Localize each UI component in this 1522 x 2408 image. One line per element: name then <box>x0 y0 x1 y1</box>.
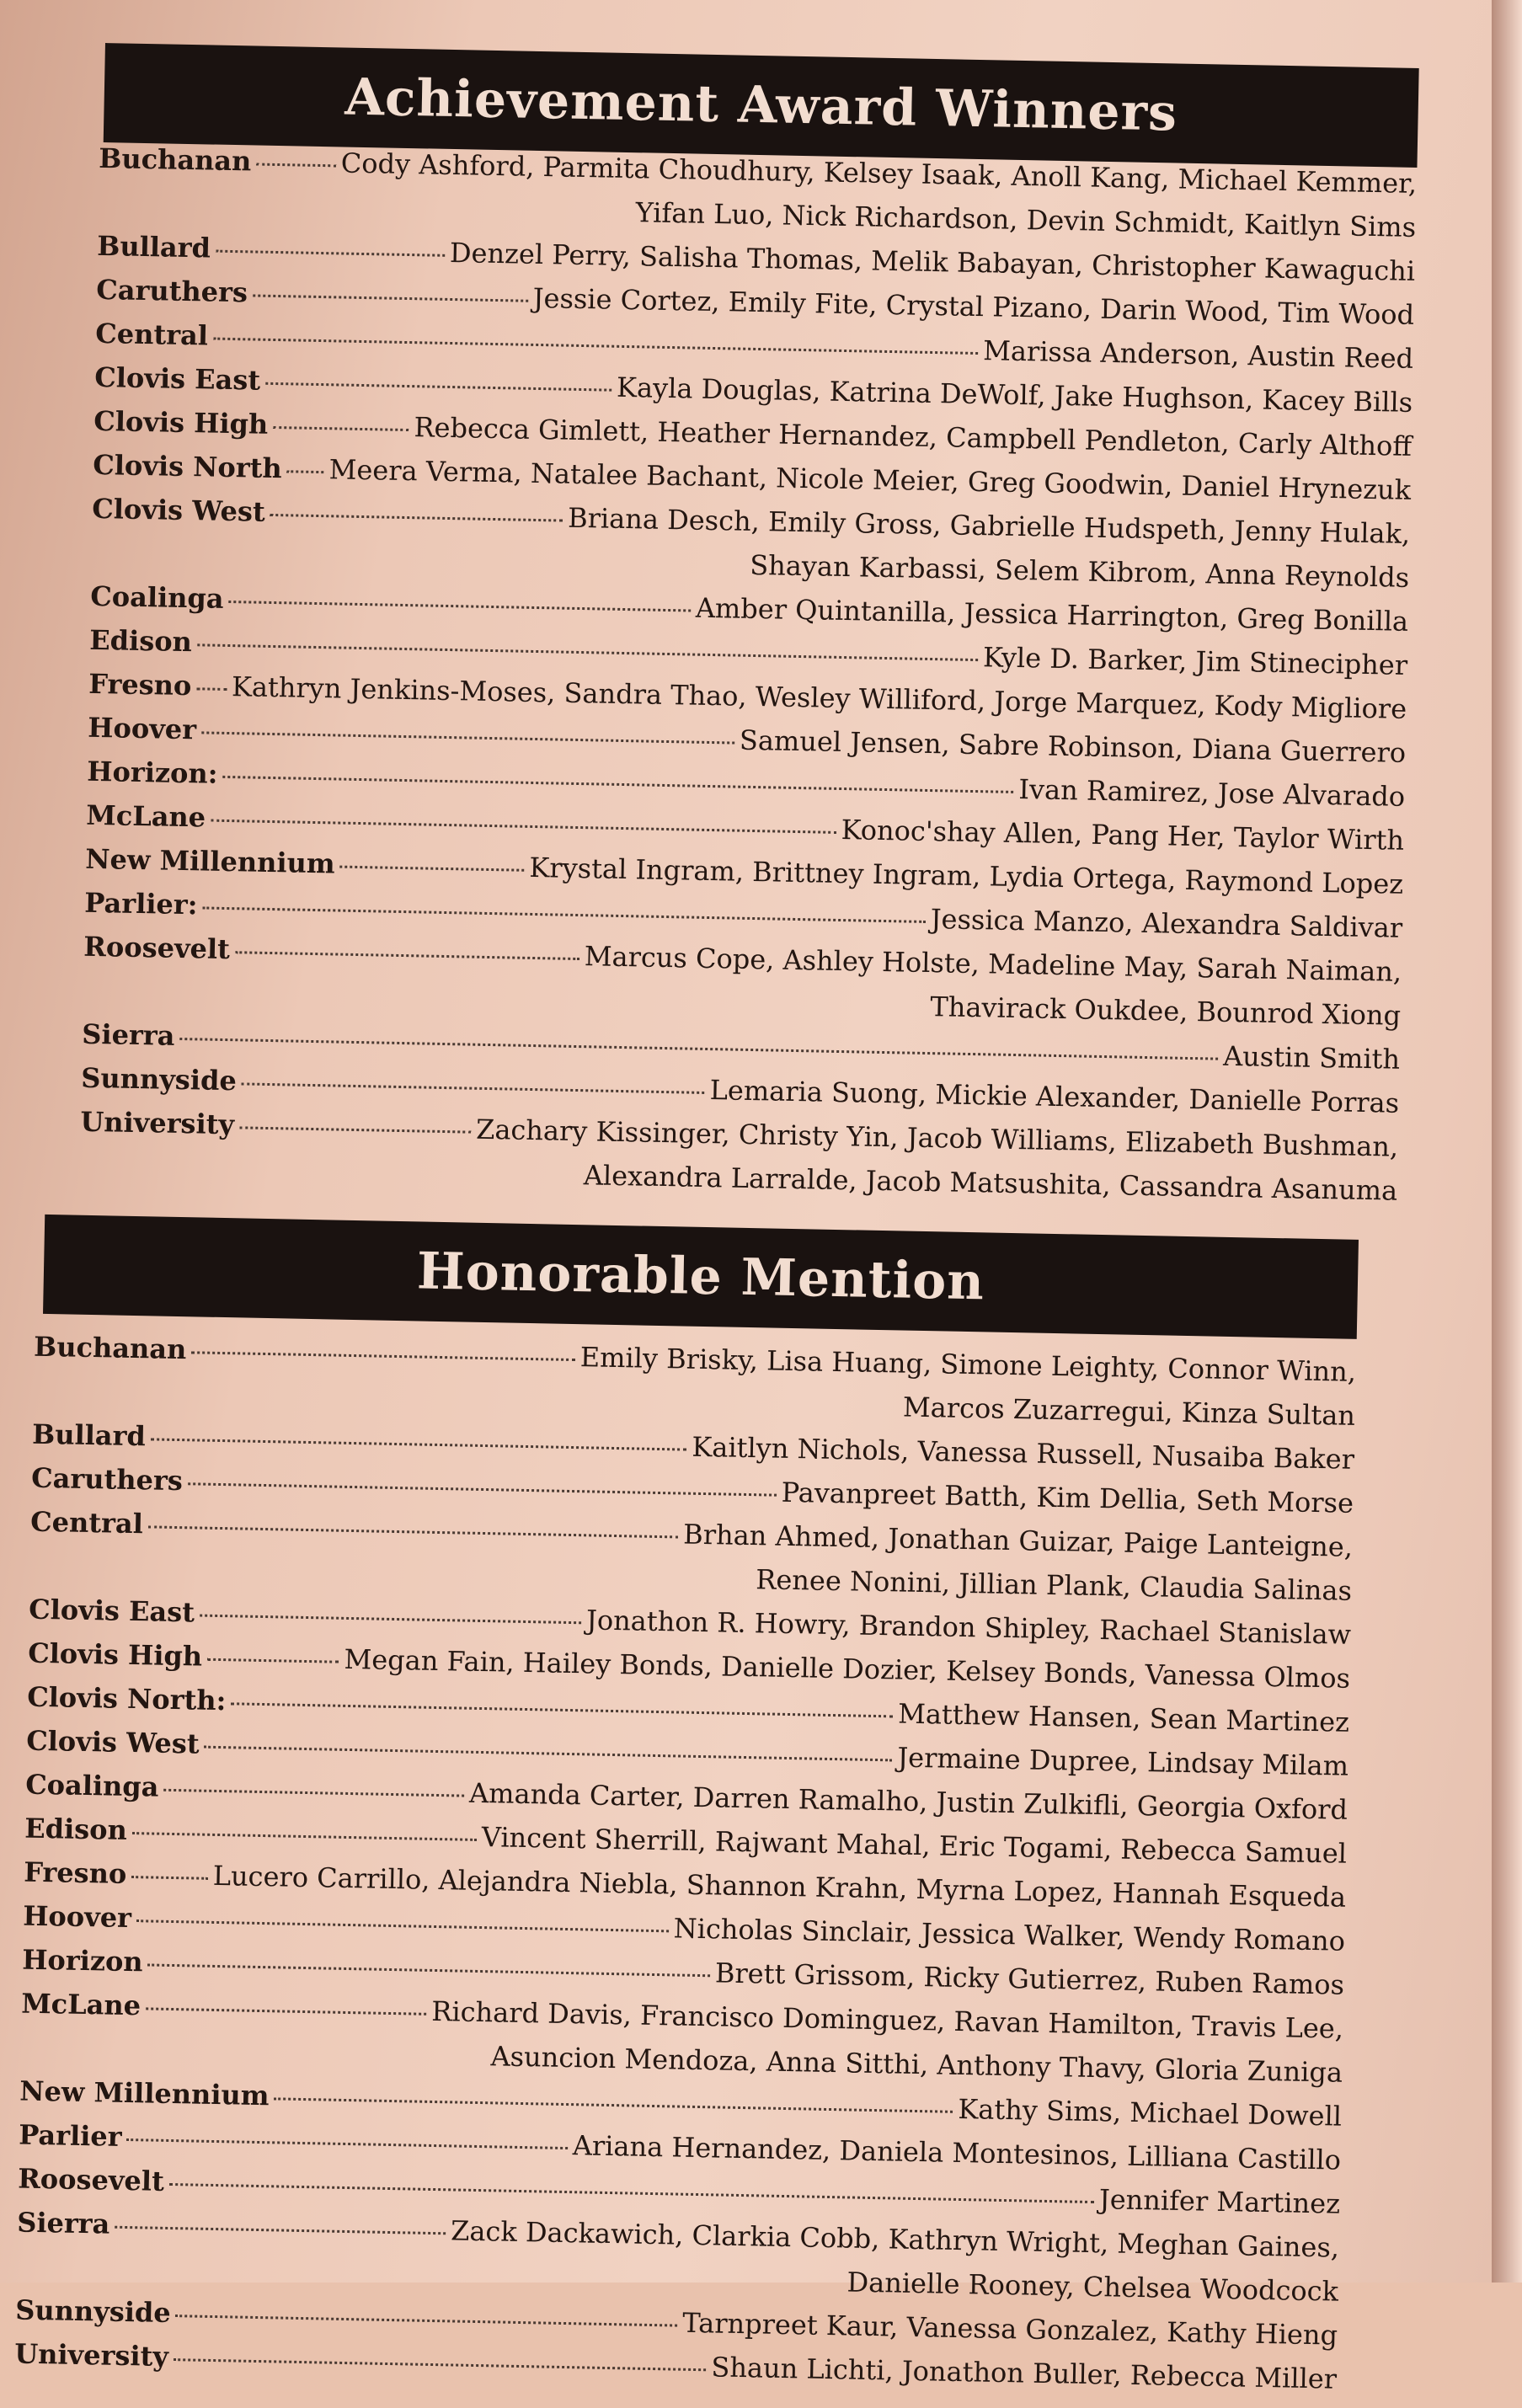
dot-leader <box>163 1789 464 1797</box>
student-names: Krystal Ingram, Brittney Ingram, Lydia Ortega, Raymond Lopez <box>529 851 1404 900</box>
student-names: Richard Davis, Francisco Dominguez, Ravan Hamilton, Travis Lee, <box>431 1994 1344 2045</box>
student-names-continued: Shayan Karbassi, Selem Kibrom, Anna Reynolds <box>749 548 1410 594</box>
school-name: Bullard <box>96 229 211 264</box>
school-name: Roosevelt <box>83 930 231 966</box>
dot-leader <box>216 250 445 257</box>
student-names: Zack Dackawich, Clarkia Cobb, Kathryn Wright, Meghan Gaines, <box>450 2214 1340 2264</box>
dot-leader <box>136 1919 669 1932</box>
student-names: Shaun Lichti, Jonathon Buller, Rebecca Miller <box>711 2351 1338 2395</box>
student-names: Lucero Carrillo, Alejandra Niebla, Shannon Krahn, Myrna Lopez, Hannah Esqueda <box>212 1859 1347 1914</box>
dot-leader <box>115 2226 446 2235</box>
dot-leader <box>287 470 324 473</box>
dot-leader <box>205 1746 893 1762</box>
school-name: Caruthers <box>96 273 248 309</box>
school-name: Horizon: <box>87 755 218 790</box>
student-names: Austin Smith <box>1222 1039 1401 1076</box>
school-name: Horizon <box>21 1943 144 1978</box>
school-name: Parlier: <box>84 886 198 921</box>
student-names: Jessica Manzo, Alexandra Saldivar <box>930 903 1403 944</box>
school-name: McLane <box>86 798 206 834</box>
dot-leader <box>265 382 611 392</box>
student-names: Lemaria Suong, Mickie Alexander, Danielle Porras <box>709 1074 1400 1119</box>
school-name: Clovis East <box>94 360 261 397</box>
school-name: Clovis North: <box>26 1680 227 1717</box>
student-names: Brett Grissom, Ricky Gutierrez, Ruben Ramos <box>714 1957 1345 2001</box>
student-names: Megan Fain, Hailey Bonds, Danielle Dozier, Kelsey Bonds, Vanessa Olmos <box>344 1642 1351 1695</box>
student-names: Vincent Sherrill, Rajwant Mahal, Eric Togami, Rebecca Samuel <box>481 1821 1348 1870</box>
dot-leader <box>196 687 227 691</box>
school-name: Edison <box>89 623 193 659</box>
dot-leader <box>253 294 528 302</box>
student-names-continued: Alexandra Larralde, Jacob Matsushita, Cassandra Asanuma <box>583 1159 1398 1207</box>
dot-leader <box>235 951 579 960</box>
dot-leader <box>231 1702 893 1717</box>
school-name: Bullard <box>31 1418 147 1453</box>
school-name: Fresno <box>88 667 192 702</box>
dot-leader <box>146 2007 426 2015</box>
dot-leader <box>148 1525 678 1538</box>
dot-leader <box>191 1351 575 1361</box>
student-names: Kaitlyn Nichols, Vanessa Russell, Nusaiba Baker <box>692 1430 1355 1476</box>
dot-leader <box>132 1832 477 1841</box>
dot-leader <box>201 731 734 744</box>
dot-leader <box>169 2183 1094 2203</box>
school-name: Parlier <box>18 2118 122 2153</box>
student-names: Jonathon R. Howry, Brandon Shipley, Rachael Stanislaw <box>585 1604 1352 1651</box>
dot-leader <box>197 643 978 661</box>
school-name: Clovis North <box>93 448 283 485</box>
student-names: Ivan Ramirez, Jose Alvarado <box>1018 773 1406 813</box>
dot-leader <box>211 820 836 834</box>
dot-leader <box>176 2315 678 2326</box>
school-name: Buchanan <box>98 141 252 178</box>
dot-leader <box>273 426 409 431</box>
school-name: Hoover <box>22 1899 132 1935</box>
student-names: Kathy Sims, Michael Dowell <box>958 2092 1343 2133</box>
student-names-continued: Danielle Rooney, Chelsea Woodcock <box>846 2266 1339 2308</box>
school-name: Clovis High <box>27 1636 203 1673</box>
student-names: Kayla Douglas, Katrina DeWolf, Jake Hughson, Kacey Bills <box>616 371 1413 419</box>
student-names: Kathryn Jenkins-Moses, Sandra Thao, Wesley Williford, Jorge Marquez, Kody Migliore <box>231 670 1407 725</box>
school-name: Coalinga <box>90 579 224 615</box>
student-names: Matthew Hansen, Sean Martinez <box>897 1697 1350 1738</box>
school-name: Central <box>95 317 209 352</box>
school-name: Central <box>29 1505 144 1540</box>
dot-leader <box>207 1658 339 1663</box>
dot-leader <box>275 2097 953 2112</box>
school-name: Hoover <box>88 711 197 746</box>
student-names: Pavanpreet Batth, Kim Dellia, Seth Morse <box>781 1476 1354 1519</box>
school-name: University <box>13 2337 169 2373</box>
school-name: Sierra <box>16 2206 110 2240</box>
dot-leader <box>213 338 978 355</box>
student-names: Brhan Ahmed, Jonathan Guizar, Paige Lanteigne, <box>682 1518 1354 1563</box>
student-names: Rebecca Gimlett, Heather Hernandez, Campbell Pendleton, Carly Althoff <box>414 411 1413 462</box>
student-names: Tarnpreet Kaur, Vanessa Gonzalez, Kathy Hieng <box>682 2306 1338 2352</box>
student-names-continued: Asuncion Mendoza, Anna Sitthi, Anthony Thavy, Gloria Zuniga <box>490 2040 1343 2089</box>
page-content <box>13 42 1423 2395</box>
student-names-continued: Thavirack Oukdee, Bounrod Xiong <box>930 990 1402 1032</box>
student-names: Denzel Perry, Salisha Thomas, Melik Babayan, Christopher Kawaguchi <box>449 236 1416 287</box>
dot-leader <box>270 514 563 522</box>
dot-leader <box>228 601 690 612</box>
dot-leader <box>202 906 925 922</box>
school-name: Sierra <box>82 1017 175 1052</box>
student-names: Marcus Cope, Ashley Holste, Madeline May, Sarah Naiman, <box>584 940 1402 988</box>
achievement-list <box>79 142 1418 1219</box>
student-names: Jessie Cortez, Emily Fite, Crystal Pizano, Darin Wood, Tim Wood <box>532 281 1415 331</box>
dot-leader <box>127 2138 568 2149</box>
dot-leader <box>200 1615 581 1625</box>
school-name: McLane <box>20 1987 142 2022</box>
school-name: New Millennium <box>85 842 336 880</box>
school-name: Clovis West <box>92 492 266 528</box>
school-name: Sunnyside <box>81 1061 238 1097</box>
dot-leader <box>131 1876 208 1880</box>
dot-leader <box>179 1038 1218 1060</box>
honorable-list <box>14 1331 1357 2407</box>
student-names: Briana Desch, Emily Gross, Gabrielle Hudspeth, Jenny Hulak, <box>567 501 1411 550</box>
school-name: Sunnyside <box>14 2293 172 2330</box>
student-names: Amanda Carter, Darren Ramalho, Justin Zulkifli, Georgia Oxford <box>468 1776 1348 1826</box>
student-names: Kyle D. Barker, Jim Stinecipher <box>982 641 1408 681</box>
school-name: University <box>80 1105 235 1141</box>
dot-leader <box>222 776 1013 793</box>
student-names: Zachary Kissinger, Christy Yin, Jacob Williams, Elizabeth Bushman, <box>475 1113 1399 1163</box>
student-names: Amber Quintanilla, Jessica Harrington, Greg Bonilla <box>695 591 1409 638</box>
student-names: Cody Ashford, Parmita Choudhury, Kelsey Isaak, Anoll Kang, Michael Kemmer, <box>340 147 1418 200</box>
school-name: Roosevelt <box>17 2162 165 2197</box>
student-names: Meera Verma, Natalee Bachant, Nicole Meier, Greg Goodwin, Daniel Hrynezuk <box>328 453 1412 506</box>
student-names-continued: Yifan Luo, Nick Richardson, Devin Schmidt, Kaitlyn Sims <box>635 196 1417 243</box>
dot-leader <box>188 1482 777 1496</box>
student-names: Konoc'shay Allen, Pang Her, Taylor Wirth <box>841 814 1405 857</box>
school-name: Coalinga <box>24 1768 159 1803</box>
student-names: Emily Brisky, Lisa Huang, Simone Leighty, Connor Winn, <box>579 1341 1357 1388</box>
dot-leader <box>340 866 525 872</box>
school-name: Buchanan <box>33 1330 187 1366</box>
dot-leader <box>148 1963 710 1977</box>
school-name: Edison <box>24 1812 128 1846</box>
dot-leader <box>242 1082 705 1094</box>
student-names-continued: Marcos Zuzarregui, Kinza Sultan <box>902 1391 1356 1432</box>
student-names: Jermaine Dupree, Lindsay Milam <box>897 1741 1349 1782</box>
dot-leader <box>239 1126 471 1133</box>
dot-leader <box>256 163 335 168</box>
school-name: Clovis East <box>28 1593 195 1629</box>
achievement-title: Achievement Award Winners <box>104 43 1419 168</box>
honorable-title: Honorable Mention <box>43 1215 1359 1339</box>
school-name: Clovis High <box>93 404 269 440</box>
student-names: Samuel Jensen, Sabre Robinson, Diana Guerrero <box>739 723 1407 769</box>
dot-leader <box>174 2358 707 2371</box>
page-fold <box>1492 0 1522 2283</box>
school-name: New Millennium <box>19 2074 270 2112</box>
school-name: Fresno <box>23 1855 127 1890</box>
dot-leader <box>151 1438 687 1450</box>
student-names: Ariana Hernandez, Daniela Montesinos, Lilliana Castillo <box>572 2129 1342 2176</box>
student-names: Marissa Anderson, Austin Reed <box>982 334 1414 375</box>
student-names-continued: Renee Nonini, Jillian Plank, Claudia Salinas <box>755 1563 1353 1607</box>
student-names: Jennifer Martinez <box>1098 2183 1341 2220</box>
school-name: Clovis West <box>25 1724 200 1760</box>
school-name: Caruthers <box>30 1461 184 1498</box>
student-names: Nicholas Sinclair, Jessica Walker, Wendy Romano <box>673 1912 1346 1957</box>
